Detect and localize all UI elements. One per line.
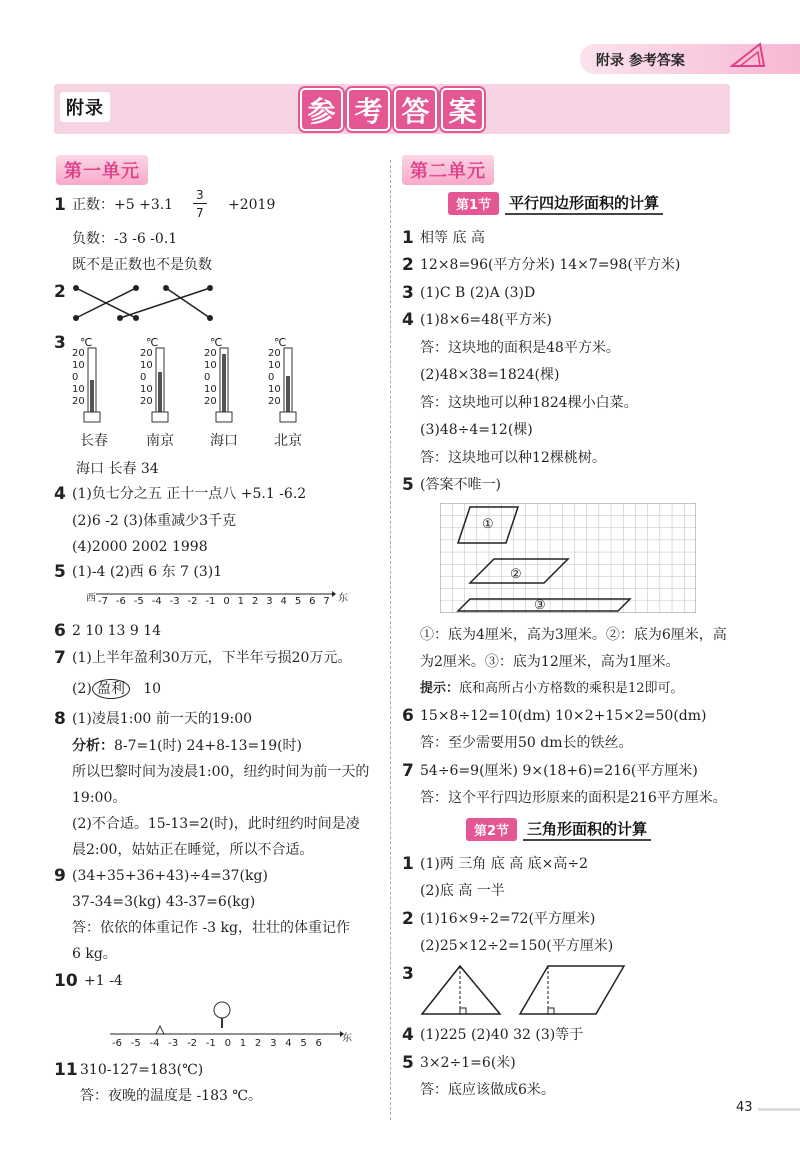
tick-label: 1 xyxy=(237,596,245,607)
q5-east: 东 xyxy=(338,593,348,604)
q9-line4: 6 kg。 xyxy=(72,946,117,962)
s1q2-answer: 12×8=96(平方分米) 14×7=98(平方米) xyxy=(420,257,681,273)
tick-label: 1 xyxy=(239,1038,247,1049)
city-changchun: 长春 xyxy=(80,433,108,449)
tick: 20 xyxy=(268,348,281,359)
tick-label: -1 xyxy=(205,1038,216,1049)
tick: 0 xyxy=(140,372,147,383)
q5-number: 5 xyxy=(54,562,66,582)
s2q4-answer: (1)225 (2)40 32 (3)等于 xyxy=(420,1027,584,1043)
tick: 20 xyxy=(140,348,153,359)
tick-label: -2 xyxy=(187,1038,198,1049)
s1q7-line1: 54÷6=9(厘米) 9×(18+6)=216(平方厘米) xyxy=(420,763,698,779)
s1q6-line2: 答：至少需要用50 dm长的铁丝。 xyxy=(420,735,633,751)
s2q2-line1: (1)16×9÷2=72(平方厘米) xyxy=(420,911,596,927)
s1q2-number: 2 xyxy=(402,255,414,275)
tick: 20 xyxy=(72,348,85,359)
unit-2-heading: 第二单元 xyxy=(402,155,494,185)
shape-label-2: ② xyxy=(510,567,522,582)
hint-text: 底和高所占小方格数的乘积是12即可。 xyxy=(459,681,684,696)
s1q5-note: (答案不唯一) xyxy=(420,477,501,493)
s1q5-number: 5 xyxy=(402,475,414,495)
s1q1-answer: 相等 底 高 xyxy=(420,230,485,246)
section-2-heading xyxy=(466,818,651,841)
s2q3-figures xyxy=(418,962,628,1018)
title-char: 案 xyxy=(441,88,484,131)
s1q4-line4: 答：这块地可以种1824棵小白菜。 xyxy=(420,395,638,411)
q8-line3: 所以巴黎时间为凌晨1:00，纽约时间为前一天的 xyxy=(72,764,370,780)
q6-answer: 2 10 13 9 14 xyxy=(72,623,162,639)
tick: 20 xyxy=(204,348,217,359)
tick-label: 3 xyxy=(266,596,273,607)
city-haikou: 海口 xyxy=(210,433,238,449)
s1q4-line6: 答：这块地可以种12棵桃树。 xyxy=(420,450,606,466)
s1q6-number: 6 xyxy=(402,706,414,726)
q5-tick-labels xyxy=(98,596,330,607)
hint-label: 提示： xyxy=(420,681,460,696)
tick-label: -2 xyxy=(187,596,198,607)
s1q4-number: 4 xyxy=(402,310,414,330)
q2-number: 2 xyxy=(54,282,66,302)
q10-tick-labels xyxy=(112,1038,322,1049)
q8-line4: 19:00。 xyxy=(72,790,127,806)
tick-label: -4 xyxy=(151,596,162,607)
s2q3-number: 3 xyxy=(402,964,414,984)
shape-label-3: ③ xyxy=(534,598,546,613)
city-nanjing: 南京 xyxy=(146,433,174,449)
tick: 0 xyxy=(268,372,275,383)
q1-negative: 负数：-3 -6 -0.1 xyxy=(72,231,178,247)
tick: 10 xyxy=(72,360,85,371)
section-1-title: 平行四边形面积的计算 xyxy=(505,192,663,215)
q3-number: 3 xyxy=(54,333,66,353)
title-char: 答 xyxy=(394,88,437,131)
q7-circled-answer: 盈利 xyxy=(92,679,130,699)
s1q5-hint xyxy=(420,680,684,698)
tick: 20 xyxy=(72,396,85,407)
s1q5-grid xyxy=(440,503,696,613)
q3-answer: 海口 长春 34 xyxy=(76,461,159,477)
q8-line5: (2)不合适。15-13=2(时)，此时纽约时间是凌 xyxy=(72,816,360,832)
tick-label: 0 xyxy=(224,1038,231,1049)
s2q1-line2: (2)底 高 一半 xyxy=(420,883,505,899)
q8-line6: 晨2:00，姑姑正在睡觉，所以不合适。 xyxy=(72,842,314,858)
tick-label: -1 xyxy=(205,596,216,607)
q9-line3: 答：依依的体重记作 -3 kg，壮壮的体重记作 xyxy=(72,920,350,936)
s1q7-number: 7 xyxy=(402,761,414,781)
tick: 10 xyxy=(268,384,281,395)
page-footer-line xyxy=(758,1108,800,1111)
q10-number: 10 xyxy=(54,971,78,991)
q1-positive: 正数：+5 +3.1 xyxy=(72,197,174,213)
tick: 20 xyxy=(140,396,153,407)
tick-label: -5 xyxy=(130,1038,141,1049)
s2q5-number: 5 xyxy=(402,1053,414,1073)
section-2-title: 三角形面积的计算 xyxy=(523,818,651,841)
therm-unit-3: ℃ xyxy=(210,336,223,349)
q9-line2: 37-34=3(kg) 43-37=6(kg) xyxy=(72,894,256,910)
s1q6-line1: 15×8÷12=10(dm) 10×2+15×2=50(dm) xyxy=(420,708,707,724)
q5-answer: (1)-4 (2)西 6 东 7 (3)1 xyxy=(72,564,223,580)
s1q3-number: 3 xyxy=(402,283,414,303)
q4-part2: (2)6 -2 (3)体重减少3千克 xyxy=(72,513,237,529)
tick-label: 2 xyxy=(254,1038,262,1049)
q7-part2-value: 10 xyxy=(143,681,162,697)
ruler-triangle-icon xyxy=(730,40,766,68)
s1q4-line1: (1)8×6=48(平方米) xyxy=(420,312,552,328)
s2q1-line1: (1)两 三角 底 高 底×高÷2 xyxy=(420,856,588,872)
s1q4-line2: 答：这块地的面积是48平方米。 xyxy=(420,340,620,356)
q9-line1: (34+35+36+43)÷4=37(kg) xyxy=(72,868,268,884)
s2q2-line2: (2)25×12÷2=150(平方厘米) xyxy=(420,938,614,954)
q11-number: 11 xyxy=(54,1060,78,1080)
section-1-heading xyxy=(448,192,663,215)
q7-number: 7 xyxy=(54,648,66,668)
tick-label: -4 xyxy=(149,1038,160,1049)
q1-neither: 既不是正数也不是负数 xyxy=(72,257,212,273)
analysis-label: 分析： xyxy=(72,738,114,754)
s2q5-line1: 3×2÷1=6(米) xyxy=(420,1055,516,1071)
tick-label: -6 xyxy=(115,596,126,607)
s1q5-line2: 为2厘米。③：底为12厘米，高为1厘米。 xyxy=(420,654,680,670)
q4-part1: (1)负七分之五 正十一点八 +5.1 -6.2 xyxy=(72,486,307,502)
s1q7-line2: 答：这个平行四边形原来的面积是216平方厘米。 xyxy=(420,790,727,806)
tick-label: -7 xyxy=(98,596,108,607)
q4-number: 4 xyxy=(54,484,66,504)
s1q4-line5: (3)48÷4=12(棵) xyxy=(420,422,533,438)
q8-analysis xyxy=(72,737,302,755)
tick-label: -3 xyxy=(168,1038,179,1049)
tick: 20 xyxy=(268,396,281,407)
shape-label-1: ① xyxy=(482,517,494,532)
answers-title xyxy=(300,88,484,131)
title-char: 考 xyxy=(347,88,390,131)
therm-unit-1: ℃ xyxy=(80,336,93,349)
q8-part1: (1)凌晨1:00 前一天的19:00 xyxy=(72,711,253,727)
tick: 10 xyxy=(72,384,85,395)
q1-frac-den: 7 xyxy=(196,206,204,220)
therm-scale-2 xyxy=(140,348,153,408)
tick-label: 5 xyxy=(300,1038,307,1049)
therm-scale-1 xyxy=(72,348,85,408)
s2q1-number: 1 xyxy=(402,854,414,874)
q10-number-line xyxy=(110,998,350,1042)
therm-scale-4 xyxy=(268,348,281,408)
tick: 10 xyxy=(268,360,281,371)
unit-1-heading: 第一单元 xyxy=(56,155,148,185)
page-number: 43 xyxy=(736,1100,753,1115)
s2q4-number: 4 xyxy=(402,1025,414,1045)
appendix-tag: 附录 xyxy=(60,92,110,122)
q6-number: 6 xyxy=(54,621,66,641)
tick-label: 2 xyxy=(251,596,259,607)
section-1-tag: 第1节 xyxy=(448,192,499,215)
tick-label: 5 xyxy=(294,596,302,607)
tick-label: 6 xyxy=(315,1038,322,1049)
s1q5-line1: ①：底为4厘米，高为3厘米。②：底为6厘米，高 xyxy=(420,627,727,643)
q10-east: 东 xyxy=(342,1033,352,1044)
s2q2-number: 2 xyxy=(402,909,414,929)
therm-unit-4: ℃ xyxy=(274,336,287,349)
s1q1-number: 1 xyxy=(402,228,414,248)
tick-label: 4 xyxy=(280,596,287,607)
q11-line2: 答：夜晚的温度是 -183 ℃。 xyxy=(80,1088,263,1104)
tick-label: 6 xyxy=(309,596,316,607)
q7-part2-label: (2) xyxy=(72,681,92,697)
q1-positive-2019: +2019 xyxy=(228,197,276,213)
q7-part2 xyxy=(72,679,161,699)
tick-label: 4 xyxy=(285,1038,292,1049)
tick-label: 3 xyxy=(270,1038,277,1049)
tick-label: -6 xyxy=(112,1038,122,1049)
q8-number: 8 xyxy=(54,709,66,729)
tick-label: -5 xyxy=(133,596,144,607)
tick: 10 xyxy=(140,360,153,371)
column-divider xyxy=(390,160,391,1120)
therm-scale-3 xyxy=(204,348,217,408)
q5-west: 西 xyxy=(86,593,96,604)
tick-label: 7 xyxy=(323,596,330,607)
s1q4-line3: (2)48×38=1824(棵) xyxy=(420,367,560,383)
tick: 20 xyxy=(204,396,217,407)
q9-number: 9 xyxy=(54,866,66,886)
s2q5-line2: 答：底应该做成6米。 xyxy=(420,1082,555,1098)
q7-part1: (1)上半年盈利30万元，下半年亏损20万元。 xyxy=(72,650,352,666)
title-char: 参 xyxy=(300,88,343,131)
tick: 10 xyxy=(140,384,153,395)
tick: 10 xyxy=(204,384,217,395)
analysis-text: 8-7=1(时) 24+8-13=19(时) xyxy=(114,738,303,754)
tick: 0 xyxy=(72,372,79,383)
header-label: 附录 参考答案 xyxy=(596,53,685,69)
q2-matching-lines xyxy=(70,282,220,324)
q1-number: 1 xyxy=(54,195,66,215)
tick: 0 xyxy=(204,372,211,383)
city-beijing: 北京 xyxy=(274,433,302,449)
therm-unit-2: ℃ xyxy=(146,336,159,349)
q1-frac-num: 3 xyxy=(196,188,204,202)
q11-line1: 310-127=183(℃) xyxy=(80,1062,204,1078)
section-2-tag: 第2节 xyxy=(466,818,517,841)
q4-part4: (4)2000 2002 1998 xyxy=(72,539,208,555)
tick: 10 xyxy=(204,360,217,371)
s1q3-answer: (1)C B (2)A (3)D xyxy=(420,285,536,301)
tick-label: -3 xyxy=(169,596,180,607)
q10-answer: +1 -4 xyxy=(84,973,123,989)
tick-label: 0 xyxy=(223,596,230,607)
